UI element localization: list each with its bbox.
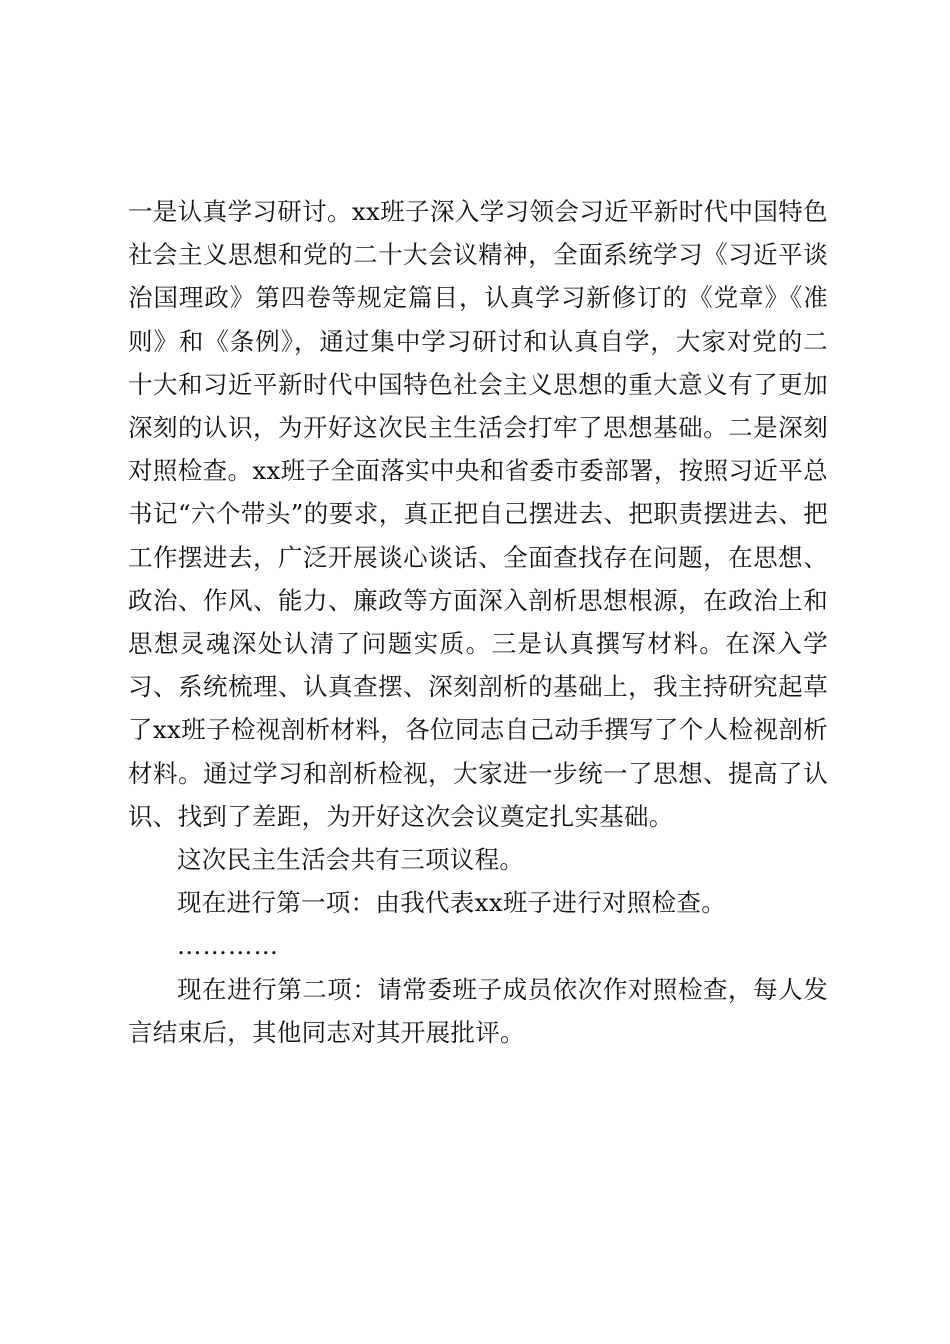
- paragraph-study-review: 一是认真学习研讨。xx班子深入学习领会习近平新时代中国特色社会主义思想和党的二十大会议精神，全面系统学习《习近平谈治国理政》第四卷等规定篇目，认真学习新修订的《党章》《准则》和《条例》，通过集中学习研讨和认真自学，大家对党的二十大和习近平新时代中国特色社会主义思想的重大意义有了更加深刻的认识，为开好这次民主生活会打牢了思想基础。二是深刻对照检查。xx班子全面落实中央和省委市委部署，按照习近平总书记“六个带头”的要求，真正把自己摆进去、把职责摆进去、把工作摆进去，广泛开展谈心谈话、全面查找存在问题，在思想、政治、作风、能力、廉政等方面深入剖析思想根源，在政治上和思想灵魂深处认清了问题实质。三是认真撰写材料。在深入学习、系统梳理、认真查摆、深刻剖析的基础上，我主持研究起草了xx班子检视剖析材料，各位同志自己动手撰写了个人检视剖析材料。通过学习和剖析检视，大家进一步统一了思想、提高了认识、找到了差距，为开好这次会议奠定扎实基础。: [128, 197, 828, 831]
- paragraph-ellipsis: …………: [177, 931, 279, 961]
- paragraph-agenda-item-two: 现在进行第二项：请常委班子成员依次作对照检查，每人发言结束后，其他同志对其开展批评。: [128, 974, 828, 1047]
- document-body: [128, 190, 828, 1054]
- paragraph-agenda-intro: 这次民主生活会共有三项议程。: [177, 845, 525, 875]
- paragraph-agenda-item-one: 现在进行第一项：由我代表xx班子进行对照检查。: [177, 888, 727, 918]
